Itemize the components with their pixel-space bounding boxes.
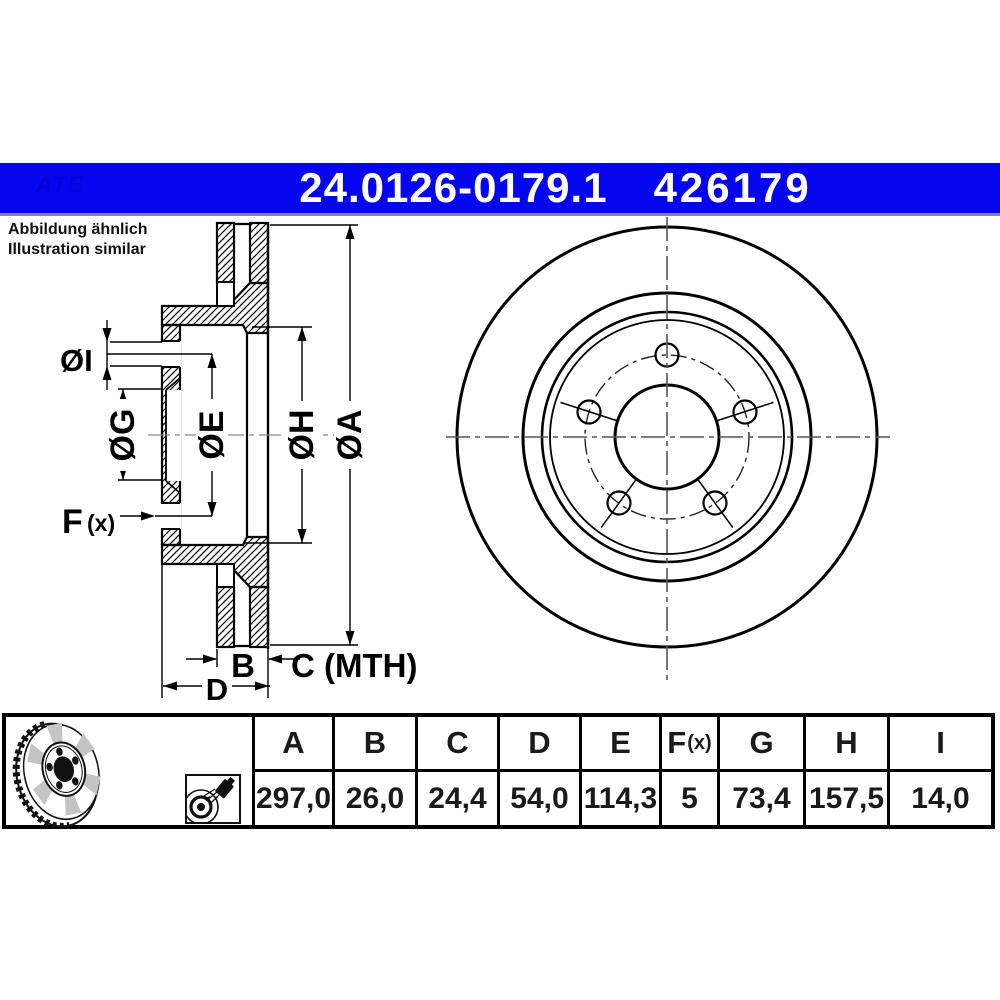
value-a: 297,0 — [252, 772, 332, 825]
col-header-d: D — [497, 717, 579, 772]
col-header-a: A — [252, 717, 332, 772]
note-line-en: Illustration similar — [8, 241, 146, 258]
dim-label-h: ØH — [283, 409, 321, 461]
col-header-g: G — [717, 717, 803, 772]
catalog-number: 426179 — [653, 164, 812, 211]
dim-label-b: B — [231, 647, 255, 684]
dim-label-f: F — [62, 503, 83, 541]
title-bar — [0, 163, 1000, 216]
col-header-i: I — [887, 717, 991, 772]
dim-label-c: C (MTH) — [291, 647, 418, 684]
dim-label-f-sub: (x) — [87, 510, 116, 536]
col-header-b: B — [332, 717, 415, 772]
value-b: 26,0 — [332, 772, 415, 825]
dim-label-d: D — [205, 672, 229, 707]
col-header-f: F (x) — [659, 717, 717, 772]
dim-label-i: ØI — [60, 343, 93, 378]
part-number: 24.0126-0179.1 — [299, 164, 608, 211]
col-header-e: E — [579, 717, 659, 772]
value-i: 14,0 — [887, 772, 991, 825]
ate-logo-watermark: ATE — [36, 172, 85, 197]
note-line-de: Abbildung ähnlich — [8, 221, 148, 238]
col-header-c: C — [415, 717, 497, 772]
dim-label-e: ØE — [193, 410, 231, 460]
table-illustration-cell — [6, 717, 252, 825]
dim-label-a: ØA — [331, 409, 369, 461]
dim-label-g: ØG — [104, 408, 142, 462]
front-view — [446, 217, 890, 680]
brake-disc-illustration — [9, 721, 105, 829]
technical-drawing — [0, 210, 1000, 715]
value-g: 73,4 — [717, 772, 803, 825]
col-header-h: H — [803, 717, 887, 772]
value-d: 54,0 — [497, 772, 579, 825]
disc-spray-icon — [185, 774, 241, 824]
value-e: 114,3 — [579, 772, 659, 825]
dimension-lines — [107, 225, 365, 698]
value-h: 157,5 — [803, 772, 887, 825]
value-f: 5 — [659, 772, 717, 825]
value-c: 24,4 — [415, 772, 497, 825]
dimension-table — [2, 713, 995, 829]
